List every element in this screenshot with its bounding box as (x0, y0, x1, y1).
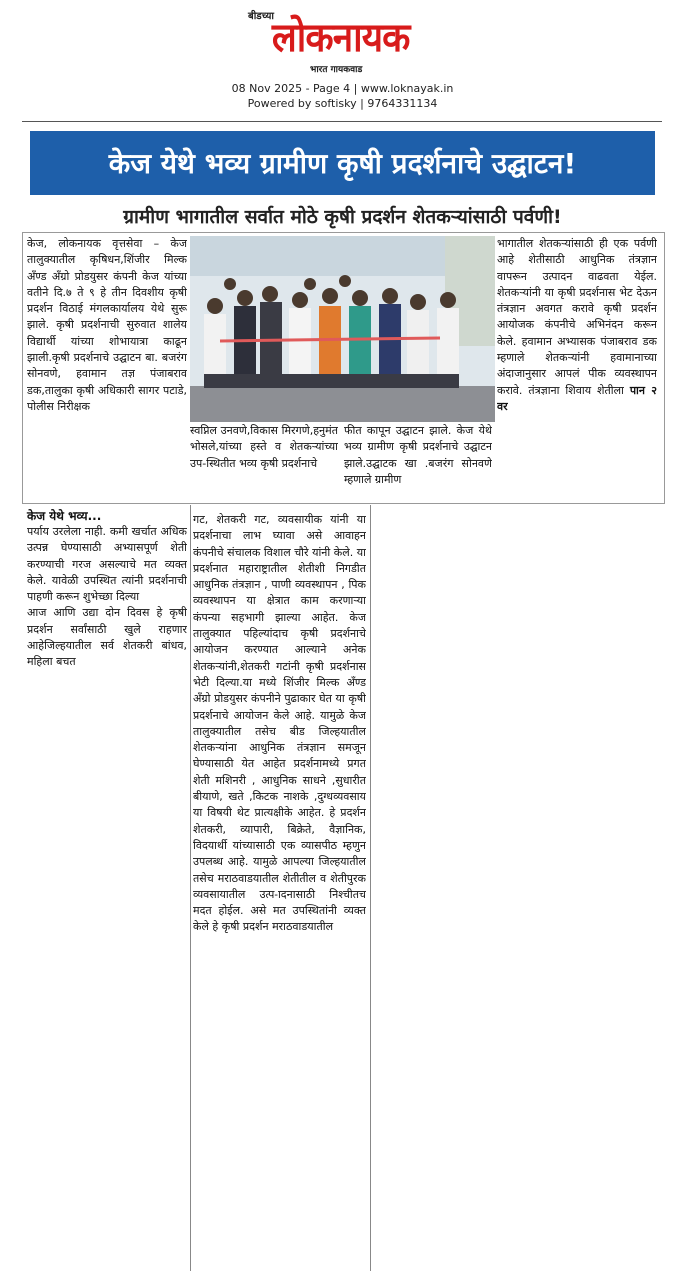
page-meta-line2: Powered by softisky | 9764331134 (247, 97, 438, 110)
page-meta-line1: 08 Nov 2025 - Page 4 | www.loknayak.in (231, 82, 454, 95)
article-column-1: केज, लोकनायक वृत्तसेवा – केज तालुक्यातील कृषिधन,शिंजीर मिल्क अँण्ड अँग्रो प्रोडयुसर कंपनी केज यांच्या वतीने दि.७ ते ९ हे तीन दिवशीय कृषी प्रदर्शन विठाई मंगलकार्यालय येथे सुरू झाले. कृषी प्रदर्शनाची सुरुवात शालेय विद्यार्थी यांच्या शोभायात्रा काढून झाली.कृषी प्रदर्शनाचे उद्घाटन बा. बजरंग सोनवणे, हवामान तज्ञ पंजाबराव डक,तालुका कृषी अधिकारी सागर पटाडे, पोलीस निरीक्षक (27, 237, 187, 413)
ribbon-cutting-photo (190, 236, 495, 422)
column-4-text: भागातील शेतकऱ्यांसाठी ही एक पर्वणी आहे शेतीसाठी आधुनिक तंत्रज्ञान वापरून उत्पादन वाढवता येईल. शेतकऱ्यांनी या कृषी प्रदर्शनास भेट देऊन तंत्रज्ञान अवगत करावे कृषी प्रदर्शन आयोजक कंपनीचे अभिनंदन करून केले. हवामान अभ्यासक पंजाबराव डक म्हणाले शेतकऱ्यांनी हवामानाच्या अंदाजानुसार आपलं पीक व्यवस्थापन करावे. तंत्रज्ञाना शिवाय शेतीला (497, 237, 657, 397)
masthead-logo: लोकनायक (271, 15, 410, 61)
masthead-rule (22, 121, 662, 122)
column-divider (190, 505, 191, 1271)
masthead-tag: बीडच्या (248, 11, 274, 22)
headline-banner (30, 131, 655, 195)
subheadline: ग्रामीण भागातील सर्वात मोठे कृषी प्रदर्शन शेतकऱ्यांसाठी पर्वणी! (123, 206, 562, 228)
continuation-column-1: पर्याय उरलेला नाही. कमी खर्चात अधिक उत्पन्न घेण्यासाठी अभ्यासपूर्ण शेती करण्याची गरज असल्याचे मत व्यक्त केले. यावेळी उपस्थित त्यांनी प्रदर्शनाची पाहणी करून शुभेच्छा दिल्या आज आणि उद्या दोन दिवस हे कृषी प्रदर्शन सर्वांसाठी खुले राहणार आहेजिल्हयातील सर्व शेतकरी बांधव, महिला बचत (27, 525, 187, 669)
column-divider (370, 505, 371, 1271)
photo-caption-right: फीत कापून उद्घाटन झाले. केज येथे भव्य ग्रामीण कृषी प्रदर्शनाचे उद्घाटन झाले.उद्घाटक खा .बजरंग सोनवणे म्हणाले ग्रामीण (344, 424, 492, 486)
continuation-title: केज येथे भव्य... (27, 509, 102, 523)
news-photo (190, 236, 495, 422)
photo-caption-left: स्वप्निल उनवणे,विकास मिरगणे,हनुमंत भोसले,यांच्या हस्ते व शेतकऱ्यांच्या उप-स्थितीत भव्य कृषी प्रदर्शनाचे (190, 424, 338, 470)
headline: केज येथे भव्य ग्रामीण कृषी प्रदर्शनाचे उद्घाटन! (108, 147, 577, 180)
continuation-column-2: गट, शेतकरी गट, व्यवसायीक यांनी या प्रदर्शनाचा लाभ घ्यावा असे आवाहन कंपनीचे संचालक विशाल चौरे यांनी केले. या प्रदर्शनात महाराष्ट्रातील शेतीशी निगडीत आधुनिक तंत्रज्ञान , पाणी व्यवस्थापन , पिक व्यवस्थापन या क्षेत्रात काम करणाऱ्या कंपन्या सहभागी झाल्या आहेत. केज तालुक्यात पहिल्यांदाच कृषी प्रदर्शनाचे आयोजन करण्यात आल्याने अनेक शेतकऱ्यांनी,शेतकरी गटांनी कृषी प्रदर्शनास भेटी दिल्या.या मध्ये शिंजीर मिल्क अँण्ड अँग्रो प्रोडयुसर कंपनीने पुढाकार घेत या कृषी प्रदर्शनाचे आयोजन केले आहे. यामुळे केज तालुक्यातील तसेच बीड जिल्हयातील शेतकऱ्यांना आधुनिक तंत्रज्ञान समजून घेण्यासाठी येत आहेत प्रदर्शनामध्ये प्रगत शेती मशिनरी , आधुनिक साधने ,सुधारीत बीयाणे, खते ,किटक नाशके ,दुग्धव्यवसाय या विषयी थेट प्रात्यक्षीके आहेत. हे प्रदर्शन शेतकरी, व्यापारी, बिक्रेते, वैज्ञानिक, विदयार्थी यांच्यासाठी एक व्यासपीठ म्हणुन उपलब्ध आहे. यामुळे आपल्या जिल्हयातील तसेच मराठवाडयातील शेतीतील व शेतीपुरक व्यवसायातील उत्प-ादनासाठी निश्चीतच मदत होईल. असे मत उपस्थितांनी व्यक्त केले हे कृषी प्रदर्शन मराठवाडयातील (193, 513, 366, 934)
article-column-4 (497, 236, 657, 498)
masthead-editor: भारत गायकवाड (310, 65, 363, 75)
jump-reference: पान २ वर (497, 383, 657, 413)
